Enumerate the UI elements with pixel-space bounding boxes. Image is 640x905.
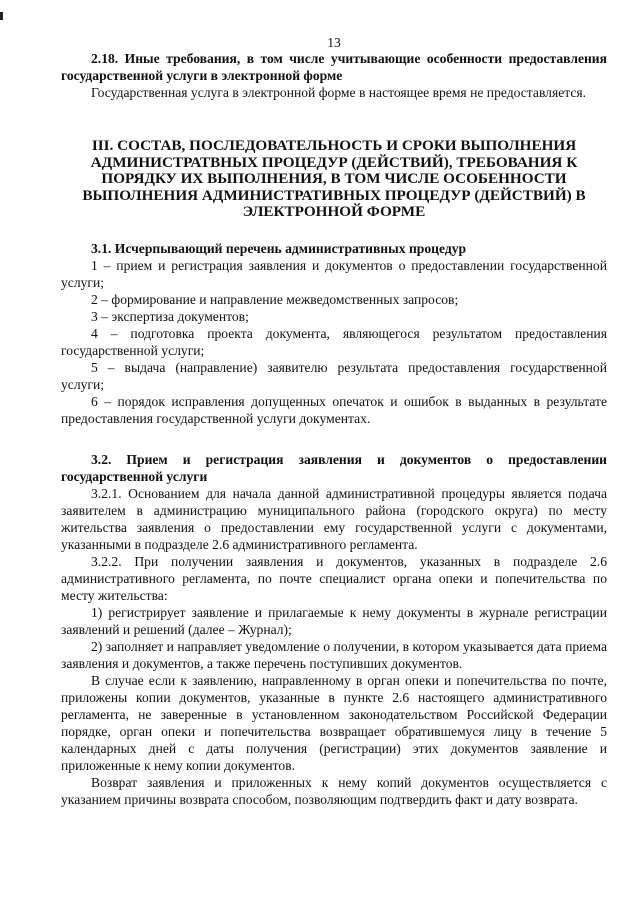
list-item: 4 – подготовка проекта документа, являющегося результатом предоставления государственной услуги; [61, 326, 607, 358]
list-item: 6 – порядок исправления допущенных опечаток и ошибок в выданных в результате предоставления государственной услуги документах. [61, 394, 607, 426]
list-item: 1 – прием и регистрация заявления и документов о предоставлении государственной услуги; [61, 258, 607, 290]
section-3-1 [61, 240, 607, 427]
paragraph-return-method: Возврат заявления и приложенных к нему копий документов осуществляется с указанием причины возврата способом, позволяющим подтвердить факт и дату возврата. [61, 775, 607, 807]
list-item: 5 – выдача (направление) заявителю результата предоставления государственной услуги; [61, 360, 607, 392]
section-2-18-text: Государственная услуга в электронной форме в настоящее время не предоставляется. [91, 85, 587, 100]
section-3-title [61, 138, 607, 221]
paragraph-item-2: 2) заполняет и направляет уведомление о получении, в котором указывается дата приема заявления и документов, а также перечень поступивших документов. [61, 639, 607, 671]
section-2-18-heading: 2.18. Иные требования, в том числе учитывающие особенности предоставления государственной услуги в электронной форме [61, 51, 607, 83]
list-item: 2 – формирование и направление межведомственных запросов; [91, 292, 459, 307]
section-3-1-heading: 3.1. Исчерпывающий перечень административных процедур [91, 241, 467, 256]
page-number: 13 [327, 35, 341, 50]
scan-artifact-mark [0, 12, 3, 20]
list-item: 3 – экспертиза документов; [91, 309, 249, 324]
section-3-2-heading: 3.2. Прием и регистрация заявления и документов о предоставлении государственной услуги [61, 452, 607, 484]
section-3-heading: III. СОСТАВ, ПОСЛЕДОВАТЕЛЬНОСТЬ И СРОКИ ВЫПОЛНЕНИЯ АДМИНИСТРАТВНЫХ ПРОЦЕДУР (ДЕЙСТВИЙ), ТРЕБОВАНИЯ К ПОРЯДКУ ИХ ВЫПОЛНЕНИЯ, В ТОМ ЧИСЛЕ ОСОБЕННОСТИ ВЫПОЛНЕНИЯ АДМИНИСТРАТИВНЫХ ПРОЦЕДУР (ДЕЙСТВИЙ) В ЭЛЕКТРОННОЙ ФОРМЕ [82, 137, 586, 220]
paragraph-3-2-1: 3.2.1. Основанием для начала данной административной процедуры является подача заявителем в администрацию муниципального района (городского округа) по месту жительства заявления о предоставлении ему государственной услуги с документами, указанными в подразделе 2.6 административного регламента. [61, 486, 607, 552]
section-3-2 [61, 451, 607, 808]
paragraph-3-2-2: 3.2.2. При получении заявления и документов, указанных в подразделе 2.6 административного регламента, по почте специалист органа опеки и попечительства по месту жительства: [61, 554, 607, 603]
section-2-18 [61, 50, 607, 101]
paragraph-item-1: 1) регистрирует заявление и прилагаемые к нему документы в журнале регистрации заявлений и решений (далее – Журнал); [61, 605, 607, 637]
paragraph-return-case: В случае если к заявлению, направленному в орган опеки и попечительства по почте, приложены копии документов, указанные в пункте 2.6 настоящего административного регламента, не заверенные в установленном законодательством Российской Федерации порядке, орган опеки и попечительства возвращает обратившемуся лицу в течение 5 календарных дней с даты получения (регистрации) этих документов заявление и приложенные к нему копии документов. [61, 673, 607, 773]
